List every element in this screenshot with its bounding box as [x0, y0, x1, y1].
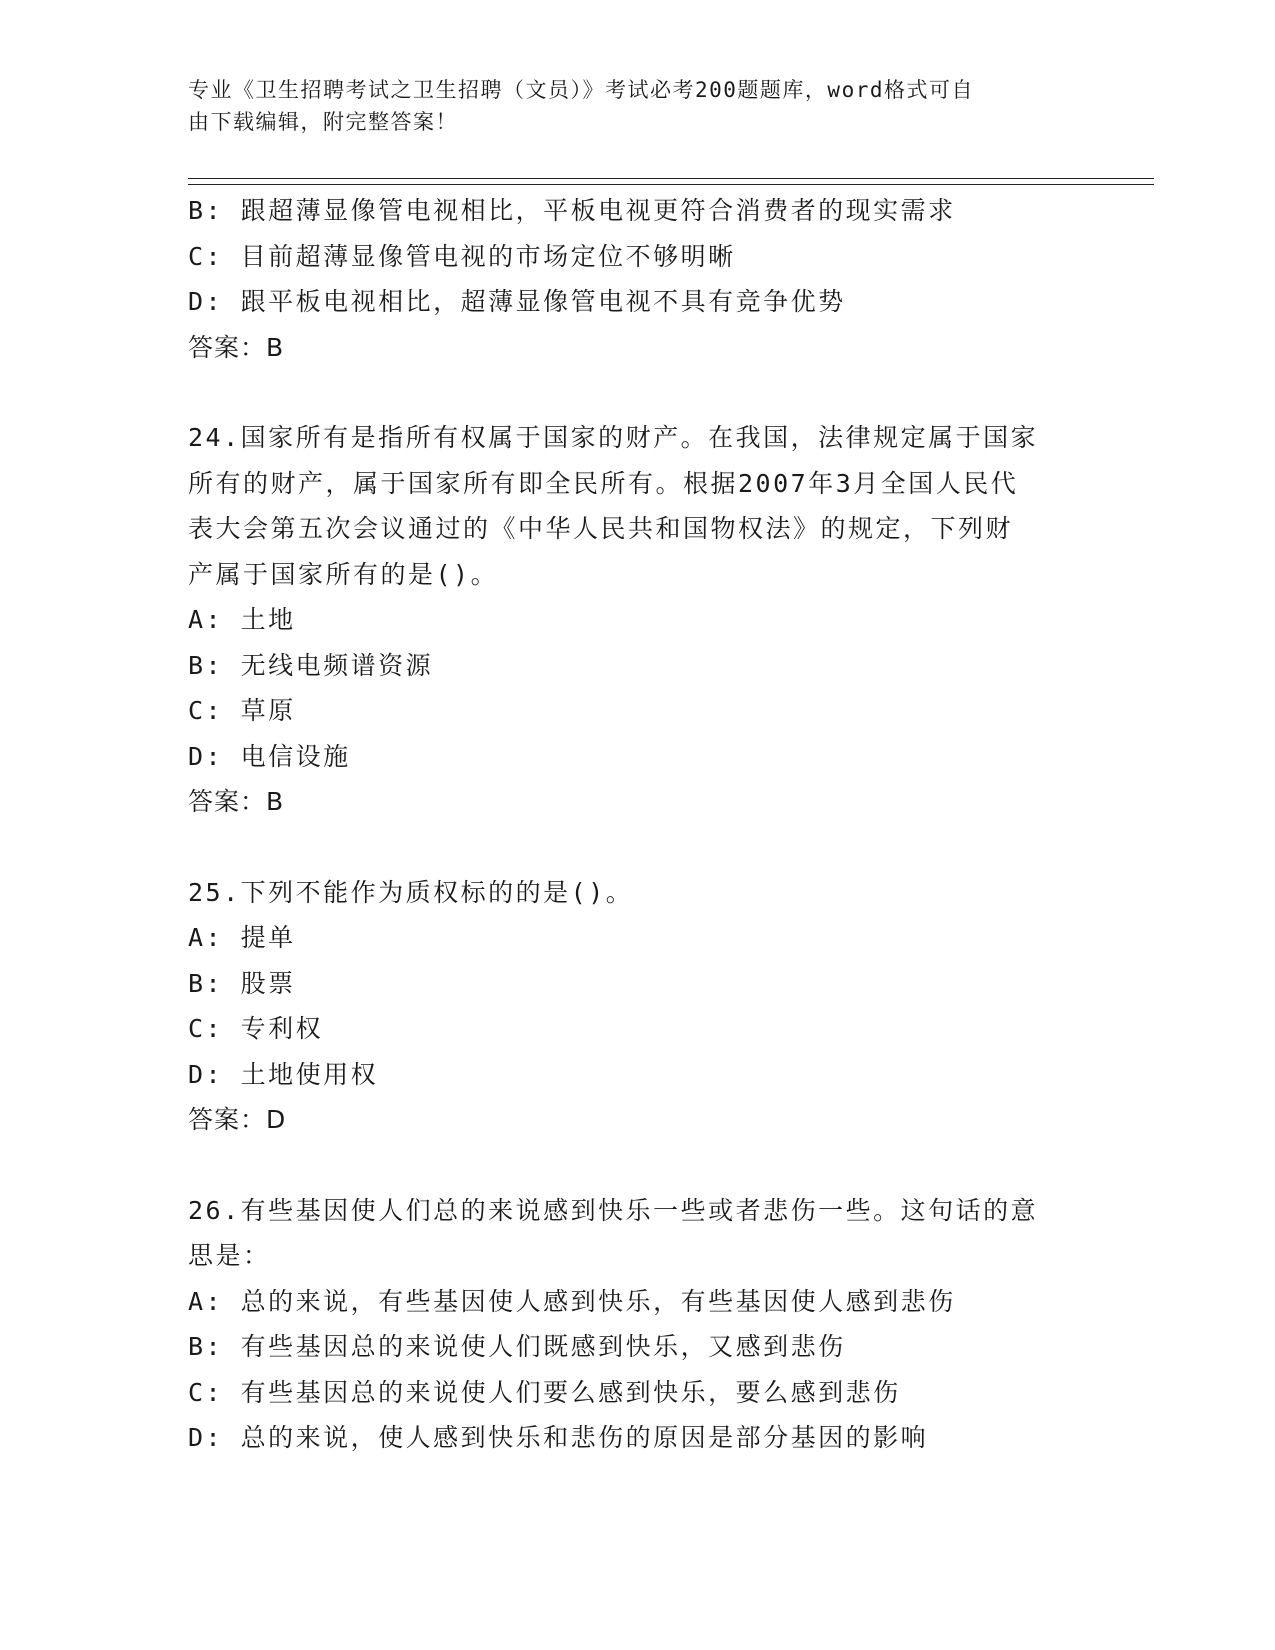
- option-c: C: 有些基因总的来说使人们要么感到快乐，要么感到悲伤: [188, 1377, 901, 1407]
- option-c: C: 目前超薄显像管电视的市场定位不够明晰: [188, 241, 736, 271]
- stem-line: 产属于国家所有的是()。: [188, 559, 499, 589]
- question-25: [188, 870, 1088, 1143]
- answer-line: 答案：B: [188, 787, 285, 816]
- header-divider-bottom: [188, 184, 1154, 185]
- question-26: [188, 1188, 1088, 1461]
- option-b: B: 无线电频谱资源: [188, 650, 434, 680]
- header-line-2: 由下载编辑，附完整答案！: [188, 110, 458, 134]
- stem-line: 表大会第五次会议通过的《中华人民共和国物权法》的规定，下列财: [188, 514, 1014, 543]
- option-a: A: 土地: [188, 605, 296, 634]
- option-d: D: 土地使用权: [188, 1059, 379, 1089]
- option-c: C: 专利权: [188, 1014, 324, 1043]
- option-c: C: 草原: [188, 696, 296, 725]
- option-b: B: 股票: [188, 968, 296, 998]
- spacer: [188, 825, 1088, 870]
- option-d: D: 跟平板电视相比，超薄显像管电视不具有竞争优势: [188, 287, 846, 316]
- question-23-continuation: [188, 188, 1088, 370]
- question-24: [188, 415, 1088, 825]
- option-d: D: 电信设施: [188, 741, 351, 771]
- question-stem: [188, 870, 1088, 916]
- stem-line: 25.下列不能作为质权标的的是()。: [188, 877, 634, 907]
- option-a: A: 提单: [188, 923, 296, 952]
- page-header: [188, 74, 1068, 138]
- stem-line: 26.有些基因使人们总的来说感到快乐一些或者悲伤一些。这句话的意: [188, 1195, 1039, 1225]
- option-b: B: 有些基因总的来说使人们既感到快乐，又感到悲伤: [188, 1332, 846, 1361]
- option-d: D: 总的来说，使人感到快乐和悲伤的原因是部分基因的影响: [188, 1423, 929, 1452]
- question-stem: [188, 1188, 1088, 1279]
- answer-line: 答案：B: [188, 332, 285, 362]
- header-divider-top: [188, 178, 1154, 179]
- question-content: [188, 188, 1088, 1461]
- spacer: [188, 1143, 1088, 1188]
- option-a: A: 总的来说，有些基因使人感到快乐，有些基因使人感到悲伤: [188, 1286, 956, 1316]
- stem-line: 24.国家所有是指所有权属于国家的财产。在我国，法律规定属于国家: [188, 423, 1039, 452]
- stem-line: 思是：: [188, 1241, 271, 1270]
- question-stem: [188, 415, 1088, 597]
- spacer: [188, 370, 1088, 415]
- option-b: B: 跟超薄显像管电视相比，平板电视更符合消费者的现实需求: [188, 196, 956, 225]
- header-line-1: 专业《卫生招聘考试之卫生招聘（文员）》考试必考200题题库，word格式可自: [188, 78, 974, 102]
- answer-line: 答案：D: [188, 1105, 287, 1134]
- stem-line: 所有的财产，属于国家所有即全民所有。根据2007年3月全国人民代: [188, 468, 1019, 498]
